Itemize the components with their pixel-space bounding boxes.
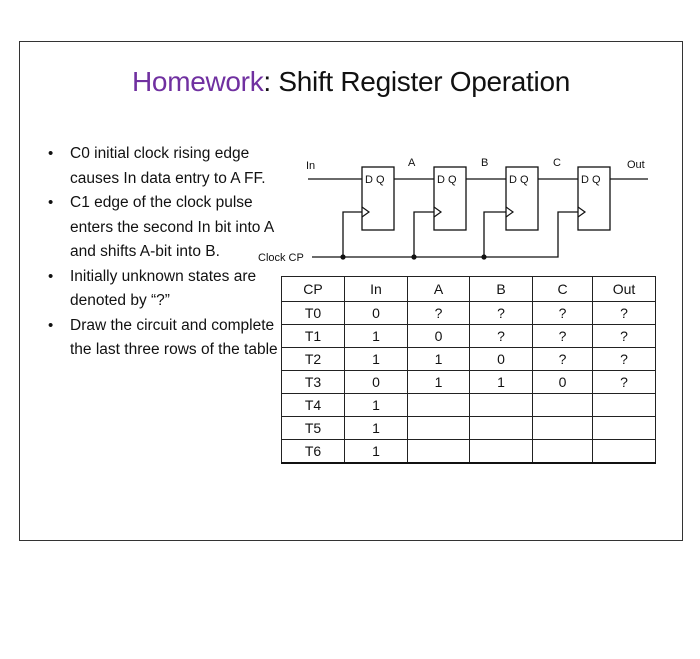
table-cell: 0 (345, 302, 408, 325)
header-a: A (408, 277, 470, 302)
flip-flop-out (578, 167, 610, 230)
table-cell: T6 (282, 440, 345, 464)
table-cell (408, 394, 470, 417)
table-cell: 1 (345, 325, 408, 348)
out-label: Out (627, 159, 645, 171)
table-cell: 0 (470, 348, 533, 371)
in-label: In (306, 160, 316, 172)
header-cp: CP (282, 277, 345, 302)
table-cell (533, 417, 593, 440)
table-row (282, 440, 656, 464)
table-cell (593, 394, 656, 417)
table-cell: ? (408, 302, 470, 325)
table-cell: 1 (345, 348, 408, 371)
stage-label-b: B (481, 157, 489, 169)
flip-flop-a (362, 167, 394, 230)
slide (19, 41, 683, 541)
title-highlight: Homework (132, 66, 264, 97)
table-cell (408, 417, 470, 440)
table-cell: ? (533, 302, 593, 325)
table-cell: ? (593, 302, 656, 325)
table-cell: 0 (533, 371, 593, 394)
bullet-item: • C1 edge of the clock pulse enters the second In bit into A and shifts A-bit into B. (46, 191, 286, 265)
table-cell: ? (470, 302, 533, 325)
table-cell (593, 440, 656, 464)
stage-label-a: A (408, 157, 416, 169)
clock-label: Clock CP (258, 252, 304, 264)
ff-label: D Q (437, 174, 457, 186)
header-b: B (470, 277, 533, 302)
table-cell: T5 (282, 417, 345, 440)
bullet-item: • Draw the circuit and complete the last three rows of the table (46, 314, 286, 363)
table-row (282, 394, 656, 417)
table-cell: ? (533, 325, 593, 348)
table-cell (593, 417, 656, 440)
table-cell: ? (593, 348, 656, 371)
table-cell: T4 (282, 394, 345, 417)
table-cell: ? (593, 371, 656, 394)
table-row (282, 417, 656, 440)
header-c: C (533, 277, 593, 302)
table-cell (470, 417, 533, 440)
table-cell: T0 (282, 302, 345, 325)
stage-label-c: C (553, 157, 561, 169)
table-cell: 1 (345, 440, 408, 464)
table-cell: T2 (282, 348, 345, 371)
bullet-item: • Initially unknown states are denoted by “?” (46, 265, 286, 314)
ff-label: D Q (581, 174, 601, 186)
header-in: In (345, 277, 408, 302)
truth-table (281, 276, 656, 464)
table-cell: ? (470, 325, 533, 348)
shift-register-circuit (20, 42, 684, 282)
header-out: Out (593, 277, 656, 302)
table-cell (408, 440, 470, 464)
table-cell: 0 (408, 325, 470, 348)
table-cell: ? (593, 325, 656, 348)
table-cell (533, 394, 593, 417)
table-cell: T3 (282, 371, 345, 394)
flip-flop-c (506, 167, 538, 230)
table-cell: ? (533, 348, 593, 371)
table-cell (470, 440, 533, 464)
table-row (282, 348, 656, 371)
table-cell: 0 (345, 371, 408, 394)
ff-label: D Q (509, 174, 529, 186)
table-cell (470, 394, 533, 417)
flip-flop-b (434, 167, 466, 230)
table-cell: 1 (408, 348, 470, 371)
table-row (282, 371, 656, 394)
table-cell: 1 (408, 371, 470, 394)
table-cell (533, 440, 593, 464)
bullet-item: • C0 initial clock rising edge causes In data entry to A FF. (46, 142, 286, 191)
table-cell: 1 (470, 371, 533, 394)
table-header-row (282, 277, 656, 302)
table-cell: 1 (345, 417, 408, 440)
table-row (282, 325, 656, 348)
table-cell: T1 (282, 325, 345, 348)
table-cell: 1 (345, 394, 408, 417)
ff-label: D Q (365, 174, 385, 186)
table-row (282, 302, 656, 325)
title-rest: : Shift Register Operation (263, 66, 570, 97)
